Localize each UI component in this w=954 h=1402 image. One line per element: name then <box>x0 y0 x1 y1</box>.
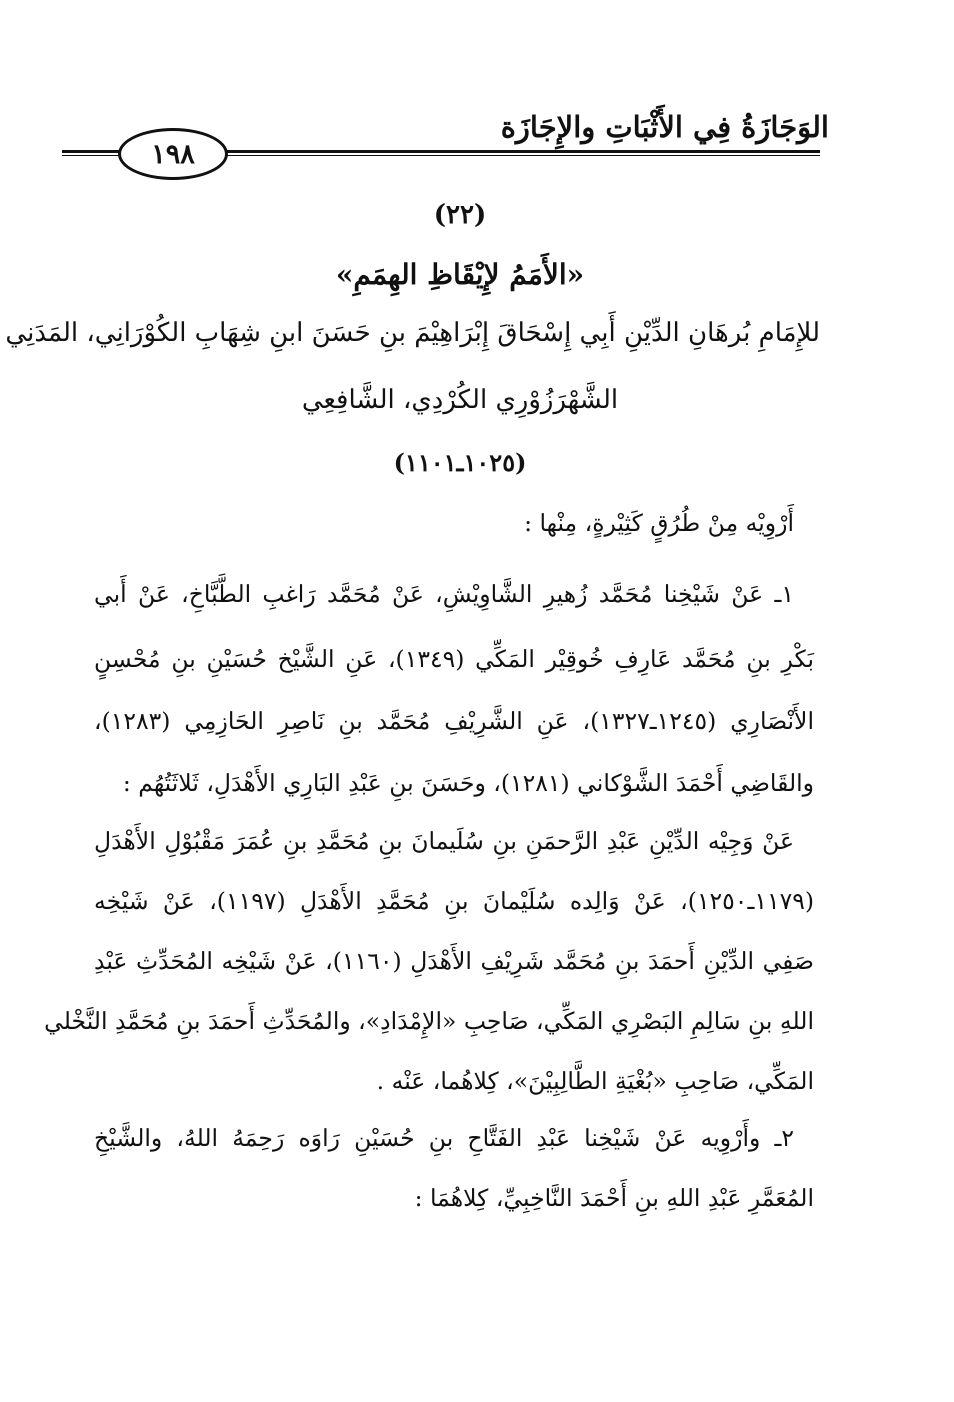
text-line: (١١٧٩ـ١٢٥٠)، عَنْ وَالِده سُلَيْمانَ بنِ مُحَمَّدِ الأَهْدَلِ (١١٩٧)، عَنْ شَيْخِه <box>94 887 814 915</box>
text-line: ١ـ عَنْ شَيْخِنا مُحَمَّد زُهيرِ الشَّاوِيْشِ، عَنْ مُحَمَّد رَاغبِ الطَّبَّاخِ، عَنْ أَبي <box>94 580 794 608</box>
text-line: المَكِّي، صَاحِبِ «بُغْيَةِ الطَّالِبِيْنَ»، كِلاهُما، عَنْه . <box>376 1067 814 1095</box>
book-title: «الأَمَمُ لإِيْقَاظِ الهِمَمِ» <box>335 258 585 291</box>
intro-paragraph <box>94 509 814 537</box>
text-line: اللهِ بنِ سَالِمِ البَصْرِي المَكِّي، صَاحِبِ «الإِمْدَادِ»، والمُحَدِّثِ أَحمَدَ بنِ مُحَمَّدِ النَّخْلي <box>44 1007 814 1035</box>
text-line: المُعَمَّرِ عَبْدِ اللهِ بنِ أَحْمَدَ النَّاخِبِيِّ، كِلاهُمَا : <box>414 1184 814 1212</box>
text-line: ٢ـ وأَرْوِيه عَنْ شَيْخِنا عَبْدِ الفَتَّاحِ بنِ حُسَيْنِ رَاوَه رَحِمَهُ اللهُ، والشَّيْخِ <box>94 1124 794 1152</box>
text-line: أَرْوِيْه مِنْ طُرُقٍ كَثِيْرةٍ، مِنْها : <box>524 509 794 537</box>
text-line: الأَنْصَارِي (١٢٤٥ـ١٣٢٧)، عَنِ الشَّرِيْفِ مُحَمَّد بنِ نَاصِرِ الحَازِمِي (١٢٨٣)، <box>94 707 814 735</box>
section-number: (٢٢) <box>433 200 487 230</box>
header-rule-tail <box>62 150 120 156</box>
text-line: والقَاضِي أَحْمَدَ الشَّوْكاني (١٢٨١)، وحَسَنَ بنِ عَبْدِ البَارِي الأَهْدَلِ، ثَلاثَتُهُم : <box>122 769 814 797</box>
paragraph-1 <box>94 580 814 834</box>
text-line: صَفِي الدِّيْنِ أَحمَدَ بنِ مُحَمَّد شَرِيْفِ الأَهْدَلِ (١١٦٠)، عَنْ شَيْخِه المُحَدِّثِ عَبْدِ <box>94 947 815 975</box>
author-line-1: للإِمَامِ بُرهَانِ الدِّيْنِ أَبِي إِسْحَاقَ إِبْرَاهِيْمَ بنِ حَسَنَ ابنِ شِهَابِ الكُوْرَانِي، المَدَنِي <box>5 318 820 348</box>
text-line: بَكْرِ بنِ مُحَمَّد عَارِفِ خُوقِيْر المَكِّي (١٣٤٩)، عَنِ الشَّيْخ حُسَيْنِ بنِ مُحْسِنٍ <box>94 645 814 673</box>
paragraph-3 <box>94 1124 814 1247</box>
text-line: عَنْ وَجِيْه الدِّيْنِ عَبْدِ الرَّحمَنِ بنِ سُلَيمانَ بنِ مُحَمَّدِ بنِ عُمَرَ مَقْبُوْلِ الأَهْدَلِ <box>94 827 794 855</box>
paragraph-2 <box>44 827 815 1130</box>
page-number: ١٩٨ <box>118 128 228 180</box>
author-dates: (١٠٢٥ـ١١٠١) <box>393 448 527 477</box>
running-title: الوَجَازَةُ فِي الأَثْبَاتِ والإِجَازَة <box>500 110 829 144</box>
author-line-2: الشَّهْرَزُوْرِي الكُرْدِي، الشَّافِعِي <box>301 385 619 415</box>
